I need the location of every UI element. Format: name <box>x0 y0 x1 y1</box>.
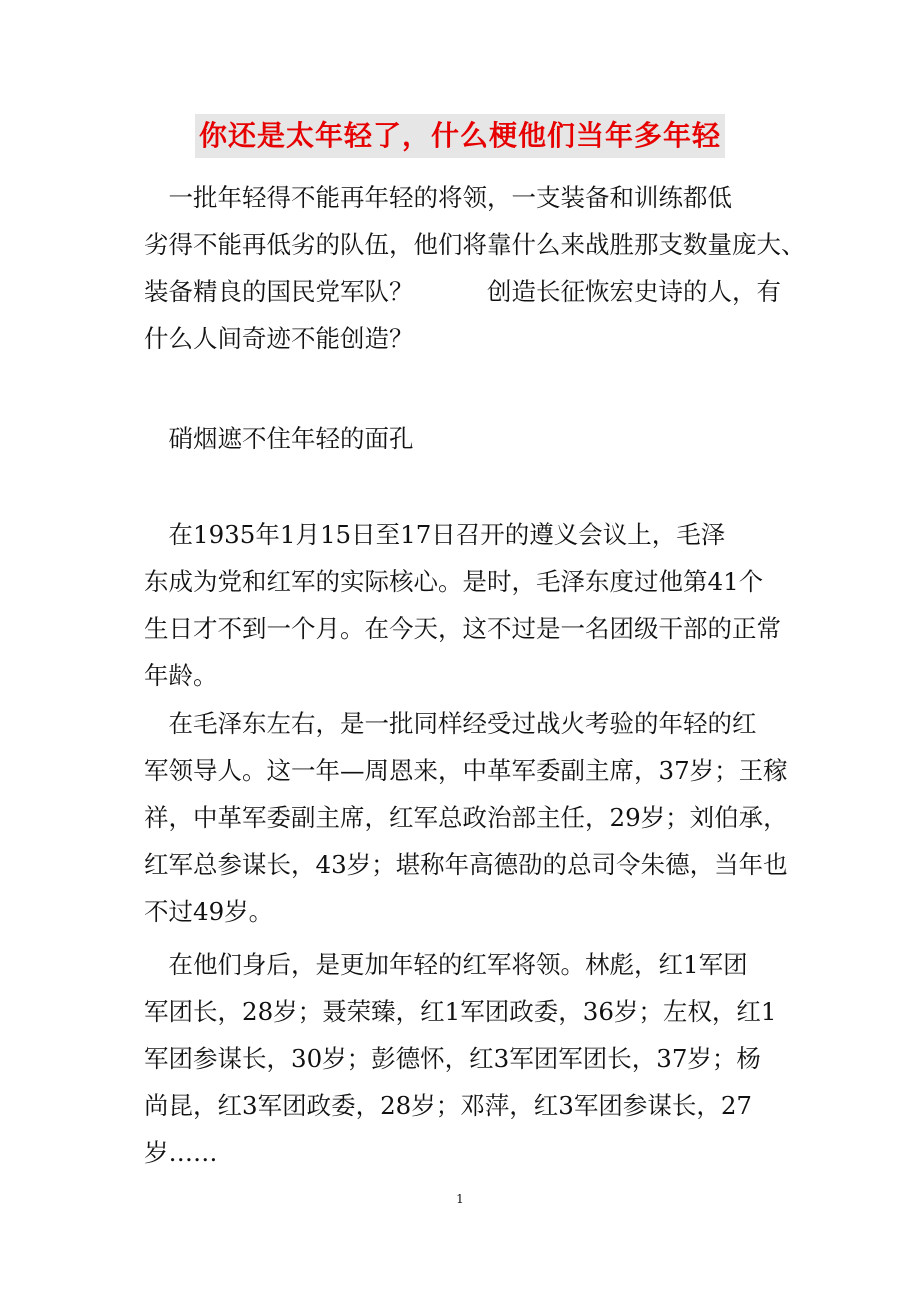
paragraph-line: 尚昆，红3军团政委，28岁；邓萍，红3军团参谋长，27 <box>144 1091 753 1120</box>
document-title: 你还是太年轻了，什么梗他们当年多年轻 <box>195 114 725 158</box>
section-heading: 硝烟遮不住年轻的面孔 <box>144 424 414 453</box>
paragraph-line: 在1935年1月15日至17日召开的遵义会议上，毛泽 <box>144 520 726 549</box>
paragraph-line: 在他们身后，是更加年轻的红军将领。林彪，红1军团 <box>144 950 748 979</box>
paragraph-line: 军领导人。这一年—周恩来，中革军委副主席，37岁；王稼 <box>144 756 788 785</box>
paragraph-line: 祥，中革军委副主席，红军总政治部主任，29岁；刘伯承， <box>144 803 788 832</box>
paragraph-line: 装备精良的国民党军队？ 创造长征恢宏史诗的人，有 <box>144 277 781 306</box>
paragraph-line: 不过49岁。 <box>144 897 274 926</box>
title-wrap <box>0 114 920 158</box>
page-number: 1 <box>456 1192 464 1206</box>
paragraph-line: 军团长，28岁；聂荣臻，红1军团政委，36岁；左权，红1 <box>144 997 777 1026</box>
paragraph-line: 生日才不到一个月。在今天，这不过是一名团级干部的正常 <box>144 614 781 643</box>
paragraph-line: 劣得不能再低劣的队伍，他们将靠什么来战胜那支数量庞大、 <box>144 230 806 259</box>
paragraph-line: 年龄。 <box>144 661 218 690</box>
paragraph-line: 东成为党和红军的实际核心。是时，毛泽东度过他第41个 <box>144 567 764 596</box>
paragraph-line: 军团参谋长，30岁；彭德怀，红3军团军团长，37岁；杨 <box>144 1044 761 1073</box>
paragraph-line: 什么人间奇迹不能创造？ <box>144 324 414 353</box>
paragraph-line: 红军总参谋长，43岁；堪称年高德劭的总司令朱德，当年也 <box>144 850 788 879</box>
paragraph-line: 一批年轻得不能再年轻的将领，一支装备和训练都低 <box>144 183 732 212</box>
paragraph-line: 岁…… <box>144 1138 218 1167</box>
paragraph-line: 在毛泽东左右，是一批同样经受过战火考验的年轻的红 <box>144 709 757 738</box>
